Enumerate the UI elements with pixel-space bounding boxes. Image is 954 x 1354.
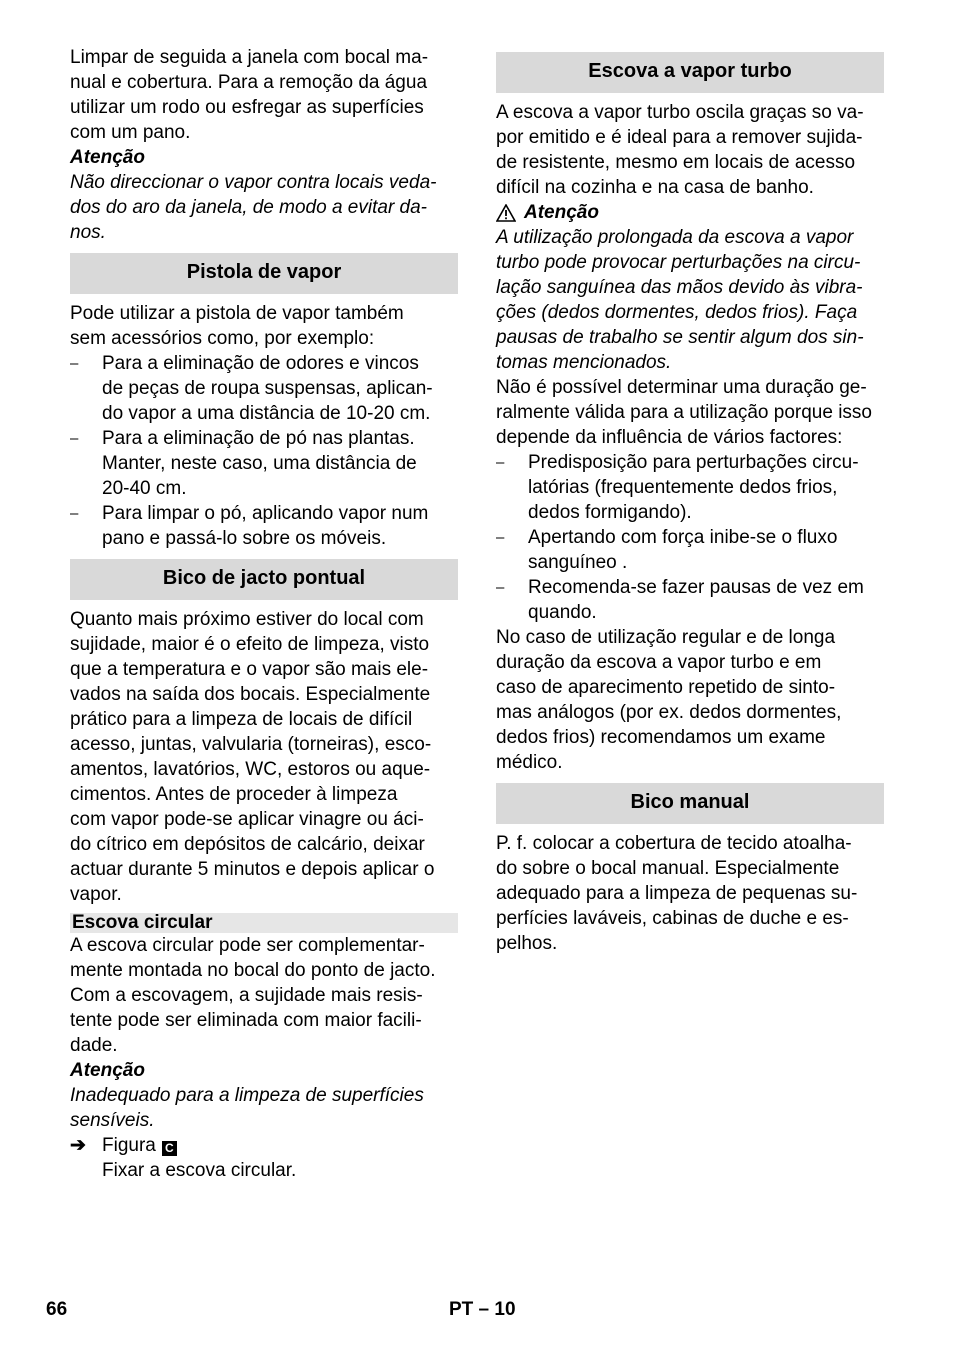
list-item: – Recomenda-se fazer pausas de vez em quando. <box>496 575 884 625</box>
warning-title: Atenção <box>524 202 599 223</box>
pistola-list <box>70 351 458 551</box>
section-heading-escova-turbo: Escova a vapor turbo <box>496 52 884 93</box>
language-page-label: PT – 10 <box>449 1299 516 1320</box>
figure-label: Figura <box>102 1135 156 1156</box>
right-column <box>496 45 884 956</box>
figure-ref-badge: C <box>162 1141 177 1156</box>
list-item: – Para limpar o pó, aplicando vapor num pano e passá-lo sobre os móveis. <box>70 501 458 551</box>
manual-paragraph: P. f. colocar a cobertura de tecido atoalha- do sobre o bocal manual. Especialmente adequado para a limpeza de pequenas su- perfícies laváveis, cabinas de duche e es- pelhos. <box>496 833 858 954</box>
step-instruction: Fixar a escova circular. <box>102 1160 297 1181</box>
attention-text: Não direccionar o vapor contra locais veda- dos do aro da janela, de modo a evitar da- nos. <box>70 172 437 243</box>
warning-triangle-icon <box>496 204 516 222</box>
arrow-right-icon: ➔ <box>70 1135 86 1156</box>
attention-text: Inadequado para a limpeza de superfícies sensíveis. <box>70 1085 424 1131</box>
warning-header <box>496 200 884 225</box>
attention-title: Atenção <box>70 1060 145 1081</box>
warning-text: A utilização prolongada da escova a vapor turbo pode provocar perturbações na circu- lação sanguínea das mãos devido às vibra- ções (dedos dormentes, dedos frios). Faça pausas de trabalho se sentir algum dos sin- tomas mencionados. <box>496 227 864 373</box>
pistola-intro: Pode utilizar a pistola de vapor também sem acessórios como, por exemplo: <box>70 303 404 349</box>
duration-paragraph: Não é possível determinar uma duração ge- ralmente válida para a utilização porque isso depende da influência de vários factores: <box>496 377 872 448</box>
intro-paragraph: Limpar de seguida a janela com bocal ma- nual e cobertura. Para a remoção da água utilizar um rodo ou esfregar as superfícies com um pano. <box>70 47 429 143</box>
list-item: – Para a eliminação de odores e vincos de peças de roupa suspensas, aplican- do vapor a uma distância de 10-20 cm. <box>70 351 458 426</box>
regular-use-paragraph: No caso de utilização regular e de longa duração da escova a vapor turbo e em caso de aparecimento repetido de sinto- mas análogos (por ex. dedos dormentes, dedos frios) recomendamos um exame médico. <box>496 627 842 773</box>
escova-paragraph: A escova circular pode ser complementar- mente montada no bocal do ponto de jacto. Com a escovagem, a sujidade mais resis- tente pode ser eliminada com maior facili- dade. <box>70 935 436 1056</box>
page-number: 66 <box>46 1299 68 1320</box>
factors-list <box>496 450 884 625</box>
turbo-intro: A escova a vapor turbo oscila graças so va- por emitido e é ideal para a remover sujida- de resistente, mesmo em locais de acesso difícil na cozinha e na casa de banho. <box>496 102 864 198</box>
attention-title: Atenção <box>70 147 145 168</box>
list-item: – Predisposição para perturbações circu- latórias (frequentemente dedos frios, dedos formigando). <box>496 450 884 525</box>
figure-step <box>70 1133 458 1183</box>
bico-paragraph: Quanto mais próximo estiver do local com sujidade, maior é o efeito de limpeza, visto que a temperatura e o vapor são mais ele- vados na saída dos bocais. Especialmente prático para a limpeza de locais de difícil acesso, juntas, valvularia (torneiras), esco- amentos, lavatórios, WC, estoros ou aque- cimentos. Antes de proceder à limpeza com vapor pode-se aplicar vinagre ou áci- do cítrico em depósitos de calcário, deixar actuar durante 5 minutos e depois aplicar o vapor. <box>70 609 435 905</box>
left-column <box>70 45 458 1183</box>
section-heading-pistola: Pistola de vapor <box>70 253 458 294</box>
list-item: – Para a eliminação de pó nas plantas. Manter, neste caso, uma distância de 20-40 cm. <box>70 426 458 501</box>
section-heading-bico-manual: Bico manual <box>496 783 884 824</box>
list-item: – Apertando com força inibe-se o fluxo sanguíneo . <box>496 525 884 575</box>
section-heading-bico-jacto: Bico de jacto pontual <box>70 559 458 600</box>
subsection-heading-escova-circular: Escova circular <box>70 913 458 933</box>
